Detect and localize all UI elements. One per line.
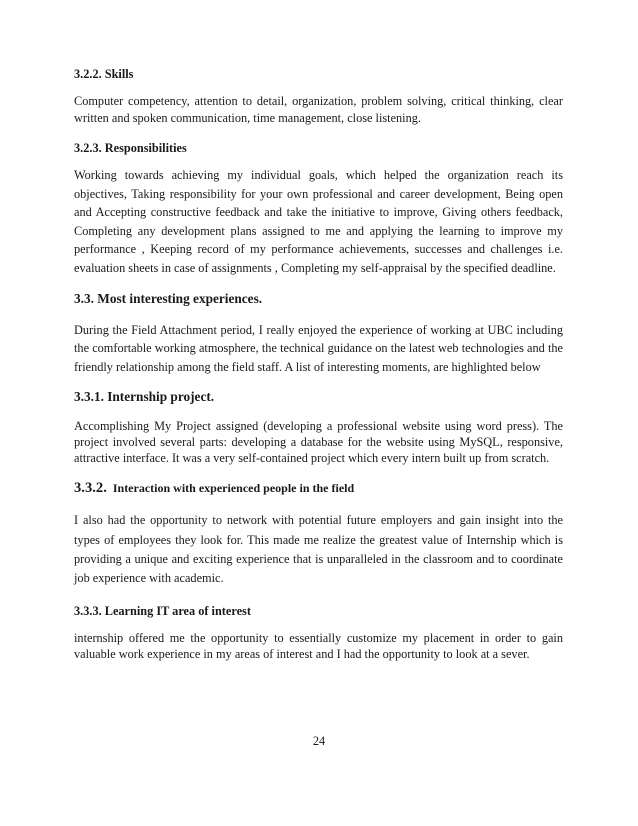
paragraph-skills: Computer competency, attention to detail, organization, problem solving, critical thinking, clear written and spoken communication, time management, close listening. — [74, 94, 563, 125]
heading-internship-project: 3.3.1. Internship project. — [74, 389, 215, 405]
paragraph-interaction: I also had the opportunity to network with potential future employers and gain insight into the types of employees they look for. This made me realize the greatest value of Internship which is providing a unique and exciting experience that is unparalleled in the classroom and to coordinate job experience with academic. — [74, 513, 563, 586]
heading-interaction — [74, 479, 563, 497]
page-content — [74, 66, 563, 663]
paragraph-interesting-experiences: During the Field Attachment period, I really enjoyed the experience of working at UBC including the comfortable working atmosphere, the technical guidance on the latest web technologies and the friendly relationship among the field staff. A list of interesting moments, are highlighted below — [74, 322, 563, 374]
paragraph-learning-it: internship offered me the opportunity to essentially customize my placement in order to gain valuable work experience in my areas of interest and I had the opportunity to look at a sever. — [74, 630, 563, 662]
page-number: 24 — [312, 734, 326, 748]
heading-interaction-number: 3.3.2. — [74, 480, 107, 497]
heading-responsibilities: 3.2.3. Responsibilities — [74, 141, 187, 155]
heading-interaction-title: Interaction with experienced people in the field — [112, 481, 355, 496]
heading-interesting-experiences: 3.3. Most interesting experiences. — [74, 290, 263, 306]
heading-learning-it: 3.3.3. Learning IT area of interest — [74, 603, 251, 618]
heading-skills: 3.2.2. Skills — [74, 67, 134, 81]
paragraph-internship-project: Accomplishing My Project assigned (developing a professional website using word press). The project involved several parts: developing a database for the website using MySQL, responsive, attractive interface. It was a very self-contained project which every intern built up from scratch. — [74, 419, 563, 465]
paragraph-responsibilities: Working towards achieving my individual goals, which helped the organization reach its objectives, Taking responsibility for your own professional and career development, Being open and Accepting constructive feedback and take the initiative to improve, Giving others feedback, Completing any development plans assigned to me and applying the learning to improve my performance , Keeping record of my performance achievements, successes and challenges i.e. evaluation sheets in case of assignments , Completing my self-appraisal by the specified deadline. — [74, 168, 563, 275]
